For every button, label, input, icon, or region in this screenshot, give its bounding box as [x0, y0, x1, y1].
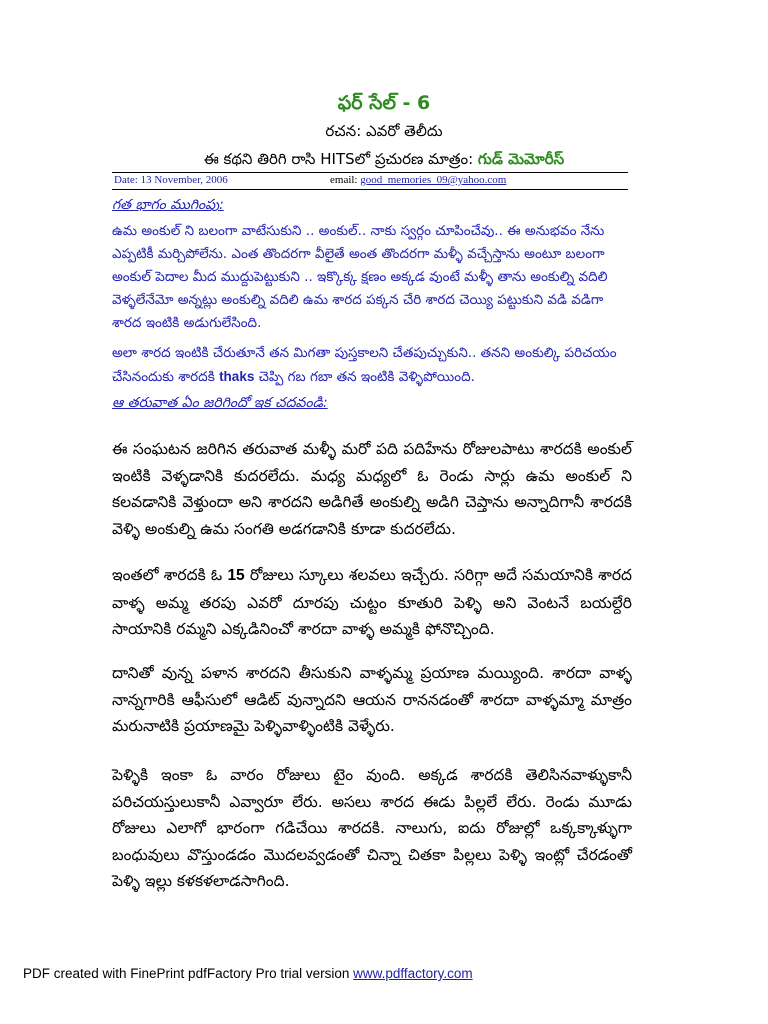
- recap-heading: [112, 194, 632, 217]
- footer-link[interactable]: www.pdffactory.com: [353, 966, 473, 981]
- continue-heading: [112, 392, 632, 415]
- publish-date: Date: 13 November, 2006: [114, 174, 228, 186]
- story-paragraph-2-start: ఇంతలో శారదకి ఓ: [112, 566, 228, 584]
- footer-text: PDF created with FinePrint pdfFactory Pro trial version: [23, 966, 354, 981]
- story-paragraph-4: పెళ్ళికి ఇంకా ఓ వారం రోజులు టైం వుంది. అక్కడ శారదకి తెలిసినవాళ్ళుకానీ పరిచయస్తులుకానీ ఎవ్వారూ లేరు. అసలు శారద ఈడు పిల్లలే లేరు. రెండు మూడు రోజులు ఎలాగో భారంగా గడిచేయి శారదకి. నాలుగు, ఐదు రోజుల్లో ఒక్కక్కాళ్ళుగా బంధువులు వొస్తుండడం మొదలవ్వడంతో చిన్నా చితకా పిల్లలు పెళ్ళి ఇంట్లో చేరడంతో పెళ్ళి ఇల్లు కళకళలాడసాగింది.: [112, 766, 632, 890]
- recap-heading-text: గత భాగం ముగింపు:: [112, 197, 224, 213]
- meta-bar: [112, 172, 628, 190]
- recap-paragraph-2-end: చెప్పి గబ గబా తన ఇంటికి వెళ్ళిపోయింది.: [254, 369, 475, 385]
- author-credits: రచన: ఎవరో తెలీదు: [325, 122, 443, 140]
- story-paragraph-1: ఈ సంఘటన జరిగిన తరువాత మళ్ళీ మరో పది పదిహేను రోజులపాటు శారదకి అంకుల్ ఇంటికి వెళ్ళడానికి కుదరలేదు. మధ్య మధ్యలో ఓ రెండు సార్లు ఉమ అంకుల్ ని కలవడానికి వెళ్తుందా అని శారదని అడిగితే అంకుల్ని అడిగి చెప్తాను అన్నాదిగానీ శారదకి వెళ్ళి అంకుల్ని ఉమ సంగతి అడగడానికి కూడా కుదరలేదు.: [112, 440, 632, 538]
- email-link[interactable]: good_memories_09@yahoo.com: [360, 174, 507, 186]
- story-number: 15: [227, 567, 245, 584]
- tagline-brand: గుడ్ మెమోరీస్: [477, 150, 565, 168]
- story-paragraph-3: దానితో వున్న పళాన శారదని తీసుకుని వాళ్ళమ్మ ప్రయాణ మయ్యింది. శారదా వాళ్ళ నాన్నగారికి ఆఫీసులో ఆడిట్ వున్నాదని ఆయన రాననడంతో శారదా వాళ్ళమ్మా మాత్రం మరునాటికి ప్రయాణమై పెళ్ళివాళ్ళింటికి వెళ్ళేరు.: [112, 664, 632, 735]
- recap-paragraph-2: [112, 342, 632, 389]
- tagline-prefix: ఈ కథని తిరిగి రాసి HITSలో ప్రచురణ మాత్రం:: [203, 150, 478, 168]
- publisher-tagline: [0, 150, 768, 172]
- email-line: [330, 174, 506, 186]
- recap-paragraph-2-start: అలా శారద ఇంటికి చేరుతూనే తన మిగతా పుస్తకాలని చేతపుచ్చుకుని.. తనని అంకుల్కి పరిచయం చేసినందుకు శారదకి: [112, 345, 617, 385]
- recap-english-word: thaks: [219, 369, 255, 384]
- pdf-footer: [23, 966, 473, 981]
- continue-heading-text: ఆ తరువాత ఏం జరిగిందో ఇక చదవండి:: [112, 395, 328, 411]
- story-paragraph-2: [112, 562, 632, 643]
- recap-paragraph-1: ఉమ అంకుల్ ని బలంగా వాటేసుకుని .. అంకుల్.. నాకు స్వర్గం చూపించేవు.. ఈ అనుభవం నేను ఎప్పటికీ మర్చిపోలేను. ఎంత తొందరగా వీలైతే అంత తొందరగా మళ్ళీ వచ్చేస్తాను అంటూ బలంగా అంకుల్ పెదాల మీద ముద్దుపెట్టుకుని .. ఇక్కొక్క క్షణం అక్కడ వుంటే మళ్ళీ తాను అంకుల్ని వదిలి వెళ్ళలేనేమో అన్నట్లు అంకుల్ని వదిలి ఉమ శారద పక్కన చేరి శారద చెయ్యి పట్టుకుని వడి వడిగా శారద ఇంటికి అడుగులేసింది.: [112, 223, 608, 331]
- email-label: email:: [330, 174, 358, 186]
- document-title: ఫర్ సేల్ - 6: [337, 92, 431, 114]
- story-paragraph-2-end: రోజులు స్కూలు శలవలు ఇచ్చేరు. సరిగ్గా అదే సమయానికి శారద వాళ్ళ అమ్మ తరపు ఎవరో దూరపు చుట్టం కూతురి పెళ్ళి అని వెంటనే బయల్దేరి సాయానికి రమ్మని ఎక్కడినించో శారదా వాళ్ళ అమ్మకి ఫోనొచ్చింది.: [112, 566, 632, 638]
